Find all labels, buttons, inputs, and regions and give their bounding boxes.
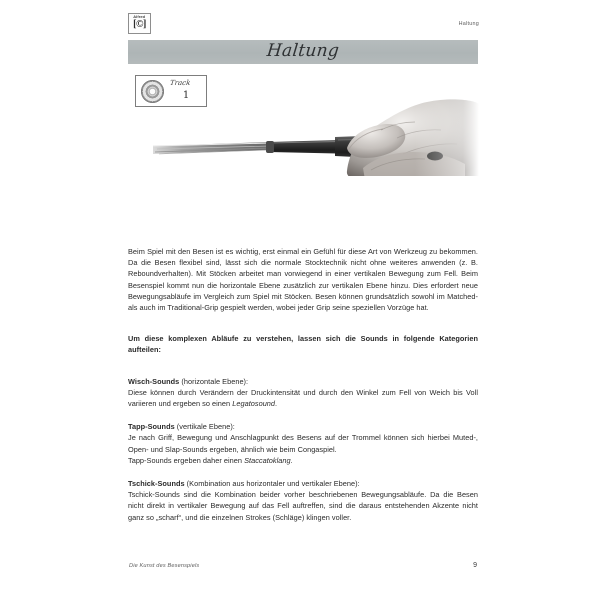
text-run-normal: Je nach Griff, Bewegung und Anschlagpunkt des Besens auf der Trommel können sich hierbei Muted-, Open- und Slap-Sounds ergeben, ähnlich wie beim Congaspiel. — [128, 433, 478, 454]
text-run-bold: Wisch-Sounds — [128, 376, 180, 386]
text-run-bold: Um diese komplexen Abläufe zu verstehen, lassen sich die Sounds in folgende Kategorien aufteilen: — [128, 334, 478, 355]
running-head — [127, 12, 479, 36]
text-run-italic: Staccatoklang — [244, 455, 291, 465]
page-footer — [128, 563, 478, 575]
alfred-publisher-logo — [128, 13, 151, 34]
text-run-italic: Legatosound — [232, 399, 276, 409]
text-run-normal: (Kombination aus horizontaler und vertikaler Ebene): — [184, 479, 360, 489]
book-page — [127, 0, 479, 600]
paragraph-intro — [128, 246, 478, 313]
footer-page-number: 9 — [473, 562, 477, 569]
paragraph-tapp-sounds — [128, 421, 478, 466]
text-run-normal: . — [290, 455, 293, 465]
text-run-normal: (vertikale Ebene): — [174, 422, 235, 432]
paragraph-kategorien-heading — [128, 333, 478, 355]
chapter-title-band — [128, 40, 478, 64]
footer-book-title: Die Kunst des Besenspiels — [129, 563, 200, 569]
text-run-normal: . — [275, 399, 278, 409]
brush-ferrule — [266, 141, 274, 153]
cd-icon — [141, 80, 164, 103]
text-run-bold: Tapp-Sounds — [128, 422, 175, 432]
text-run-normal: Tapp-Sounds ergeben daher einen — [128, 455, 245, 465]
text-run-bold: Tschick-Sounds — [128, 479, 185, 489]
track-label: Track — [169, 79, 191, 87]
logo-bracket-mark: [©] — [133, 19, 146, 30]
spacer — [128, 466, 478, 478]
text-run-normal: (horizontale Ebene): — [179, 376, 249, 386]
text-run-normal: Diese können durch Verändern der Druckintensität und durch den Winkel zum Fell von Weich bis Voll variieren und ergeben so einen — [128, 387, 478, 409]
body-copy — [128, 246, 478, 523]
cd-track-box — [135, 75, 207, 107]
spacer — [128, 409, 478, 421]
logo-wordmark: Alfred — [133, 14, 146, 20]
text-run-normal: Tschick-Sounds sind die Kombination beider vorher beschriebenen Bewegungsabläufe. Da die Besen nicht direkt in vertikaler Bewegung auf das Fell auftreffen, sind die daraus entstehenden Akzente nicht ganz so „scharf“, und die einzelnen Strokes (Schläge) klingen voller. — [128, 490, 478, 522]
track-number: 1 — [182, 90, 190, 101]
paragraph-tschick-sounds — [128, 478, 478, 523]
running-head-title: Haltung — [458, 21, 479, 27]
text-run-normal: Beim Spiel mit den Besen ist es wichtig, erst einmal ein Gefühl für diese Art von Werkzeug zu bekommen. Da die Besen flexibel sind, lässt sich die normale Stocktechnik nicht ohne weiteres anwenden (z. B. Reboundverhalten). Mit Stöcken arbeitet man vorwiegend in einer vertikalen Bewegung zum Fell. Beim Besenspiel kommt nun die horizontale Ebene zusätzlich zur vertikalen Ebene hinzu. Dies erfordert neue Bewegungsabläufe im Vergleich zum Spiel mit Stöcken. Besen können grundsätzlich sowohl im Matched- als auch im Traditional-Grip gespielt werden, wobei jeder Grip seine speziellen Vorzüge hat. — [128, 247, 478, 313]
chapter-title: Haltung — [265, 40, 341, 62]
spacer — [128, 313, 478, 333]
paragraph-wisch-sounds — [128, 376, 478, 410]
spacer — [128, 356, 478, 376]
